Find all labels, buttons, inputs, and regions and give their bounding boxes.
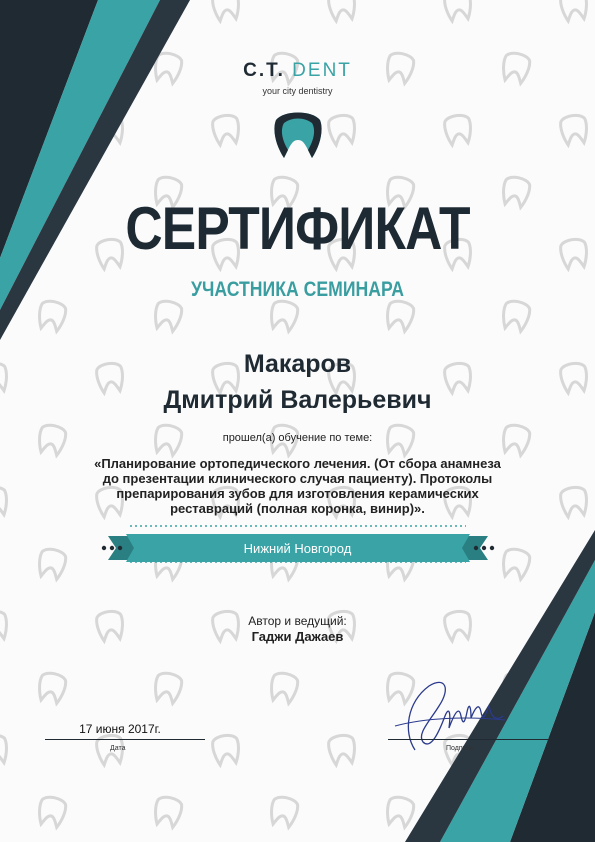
- date-line: [45, 739, 205, 740]
- certificate-title: СЕРТИФИКАТ: [125, 195, 470, 262]
- recipient-given-names: Дмитрий Валерьевич: [163, 386, 432, 414]
- date-value: 17 июня 2017г.: [79, 722, 161, 736]
- signature-scribble: [385, 672, 515, 752]
- author-label: Автор и ведущий:: [248, 614, 347, 628]
- topic-line: «Планирование ортопедического лечения. (От сбора анамнеза: [94, 456, 501, 471]
- city-label: Нижний Новгород: [243, 541, 352, 556]
- certificate-subtitle: УЧАСТНИКА СЕМИНАРА: [191, 278, 404, 301]
- date-caption: Дата: [110, 745, 126, 752]
- seminar-topic: [60, 456, 535, 516]
- brand-first: C.T.: [243, 60, 285, 81]
- signature-caption: Подпись: [446, 745, 474, 752]
- brand-name: [0, 60, 595, 82]
- brand-tagline: your city dentistry: [262, 86, 333, 96]
- tooth-logo-icon: [270, 106, 326, 162]
- author-name: Гаджи Дажаев: [251, 629, 344, 644]
- recipient-surname: Макаров: [243, 350, 352, 378]
- topic-line: реставраций (полная коронка, винир)».: [170, 501, 425, 516]
- topic-line: до презентации клинического случая пациенту). Протоколы: [102, 471, 493, 486]
- passed-training-text: прошел(а) обучение по теме:: [222, 432, 373, 444]
- topic-line: препарирования зубов для изготовления керамических: [116, 486, 479, 501]
- brand-second: DENT: [284, 60, 352, 81]
- signature-line: [388, 739, 553, 740]
